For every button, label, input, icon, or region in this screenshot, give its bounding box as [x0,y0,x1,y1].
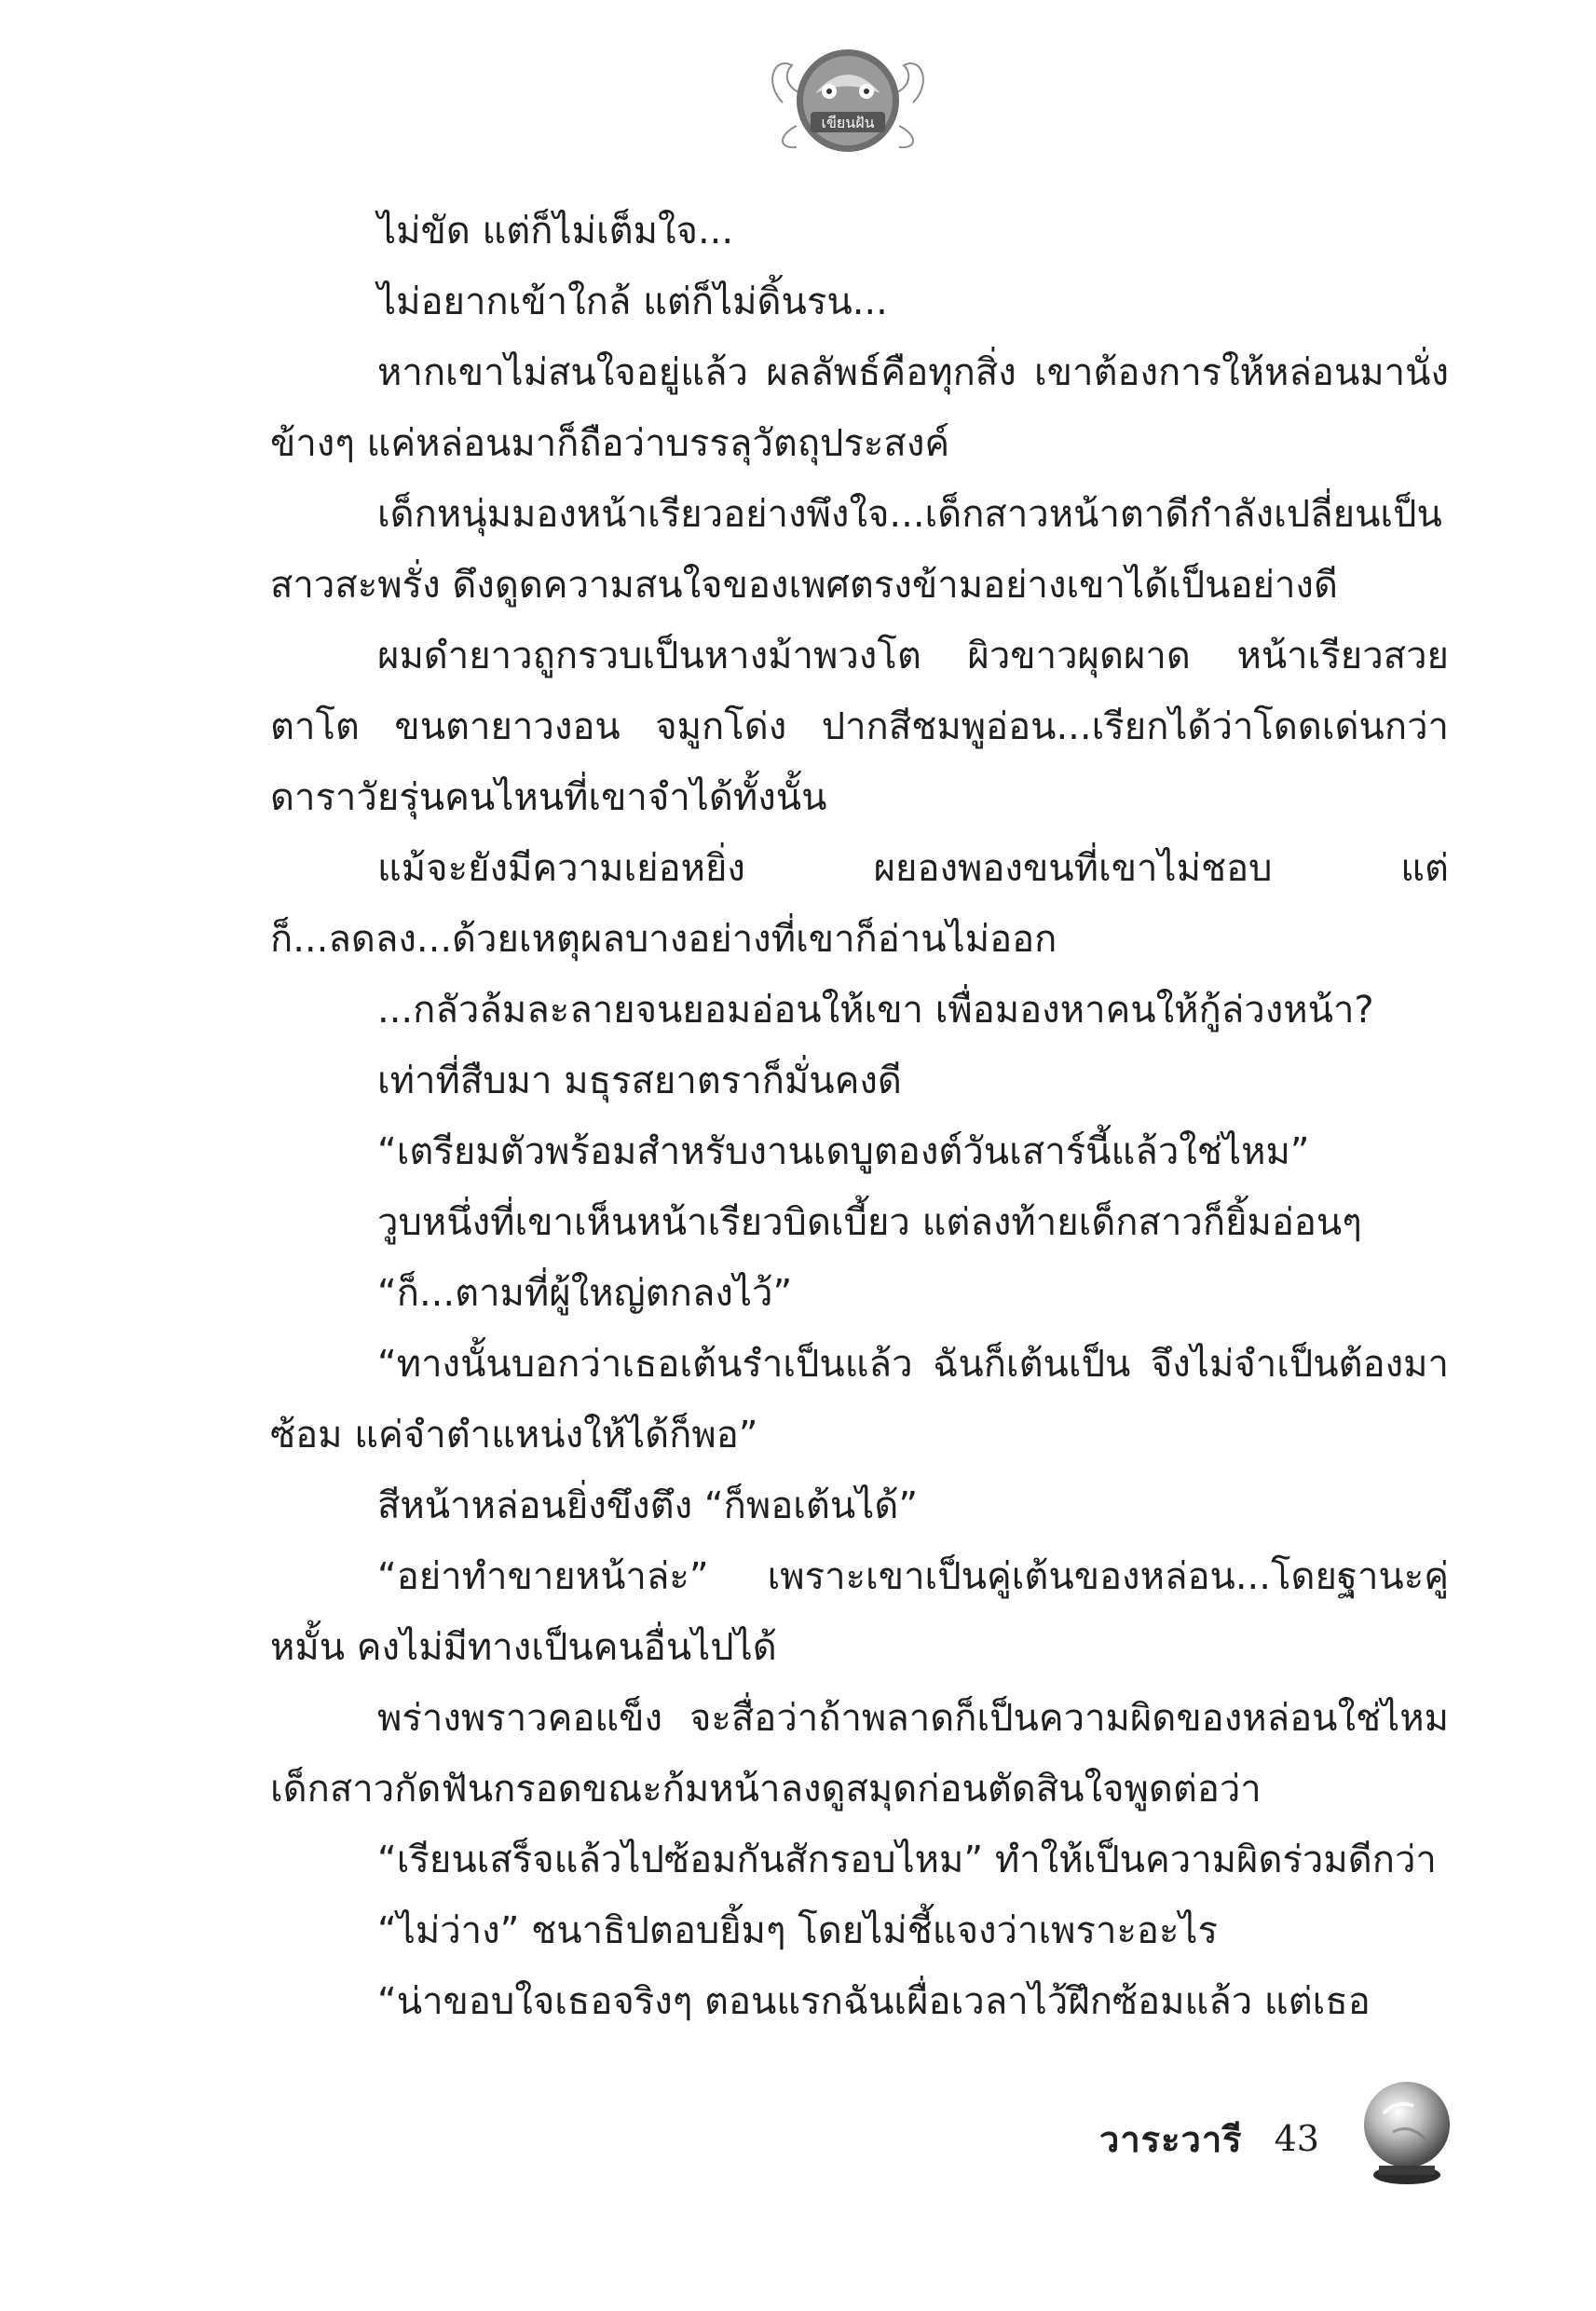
paragraph: “เรียนเสร็จแล้วไปซ้อมกันสักรอบไหม” ทำให้เป็นความผิดร่วมดีกว่า [377,1839,1437,1881]
paragraph: “ทางนั้นบอกว่าเธอเต้นรำเป็นแล้ว ฉันก็เต้นเป็น จึงไม่จำเป็นต้องมาซ้อม แค่จำตำแหน่งให้ได้ก็พอ” [270,1343,1449,1456]
paragraph: เท่าที่สืบมา มธุรสยาตราก็มั่นคงดี [377,1060,902,1102]
page-footer [1099,2101,1319,2176]
paragraph: “ไม่ว่าง” ชนาธิปตอบยิ้มๆ โดยไม่ชี้แจงว่าเพราะอะไร [377,1909,1219,1952]
paragraph: “อย่าทำขายหน้าล่ะ” เพราะเขาเป็นคู่เต้นของหล่อน...โดยฐานะคู่หมั้น คงไม่มีทางเป็นคนอื่นไปได้ [270,1555,1449,1669]
paragraph: หากเขาไม่สนใจอยู่แล้ว ผลลัพธ์คือทุกสิ่ง เขาต้องการให้หล่อนมานั่งข้างๆ แค่หล่อนมาก็ถือว่าบรรลุวัตถุประสงค์ [270,351,1449,465]
paragraph: วูบหนึ่งที่เขาเห็นหน้าเรียวบิดเบี้ยว แต่ลงท้ายเด็กสาวก็ยิ้มอ่อนๆ [377,1201,1362,1244]
crystal-ball-icon [1356,2076,1458,2188]
book-title: วาระวารี [1099,2118,1243,2160]
paragraph: พร่างพราวคอแข็ง จะสื่อว่าถ้าพลาดก็เป็นความผิดของหล่อนใช่ไหม เด็กสาวกัดฟันกรอดขณะก้มหน้าลงดูสมุดก่อนตัดสินใจพูดต่อว่า [270,1697,1449,1811]
paragraph: สีหน้าหล่อนยิ่งขึงตึง “ก็พอเต้นได้” [377,1484,919,1527]
paragraph: เด็กหนุ่มมองหน้าเรียวอย่างพึงใจ...เด็กสาวหน้าตาดีกำลังเปลี่ยนเป็นสาวสะพรั่ง ดึงดูดความสนใจของเพศตรงข้ามอย่างเขาได้เป็นอย่างดี [270,493,1442,607]
paragraph: ผมดำยาวถูกรวบเป็นหางม้าพวงโต ผิวขาวผุดผาด หน้าเรียวสวยตาโต ขนตายาวงอน จมูกโด่ง ปากสีชมพูอ่อน...เรียกได้ว่าโดดเด่นกว่าดาราวัยรุ่นคนไหนที่เขาจำได้ทั้งนั้น [270,635,1449,819]
paragraph: “น่าขอบใจเธอจริงๆ ตอนแรกฉันเผื่อเวลาไว้ฝึกซ้อมแล้ว แต่เธอ [377,1980,1371,2023]
paragraph: “เตรียมตัวพร้อมสำหรับงานเดบูตองต์วันเสาร์นี้แล้วใช่ไหม” [377,1130,1310,1173]
logo-text: เขียนฝัน [821,114,875,131]
paragraph: “ก็...ตามที่ผู้ใหญ่ตกลงไว้” [377,1272,793,1315]
body-text [270,196,1449,2037]
paragraph: ...กลัวล้มละลายจนยอมอ่อนให้เขา เพื่อมองหาคนให้กู้ล่วงหน้า? [377,989,1374,1032]
paragraph: ไม่อยากเข้าใกล้ แต่ก็ไม่ดิ้นรน... [377,280,888,323]
paragraph: แม้จะยังมีความเย่อหยิ่ง ผยองพองขนที่เขาไม่ชอบ แต่ก็...ลดลง...ด้วยเหตุผลบางอย่างที่เขาก็อ่านไม่ออก [270,847,1449,961]
paragraph: ไม่ขัด แต่ก็ไม่เต็มใจ... [377,210,734,253]
page-number: 43 [1274,2118,1319,2159]
book-logo-emblem [764,37,932,158]
